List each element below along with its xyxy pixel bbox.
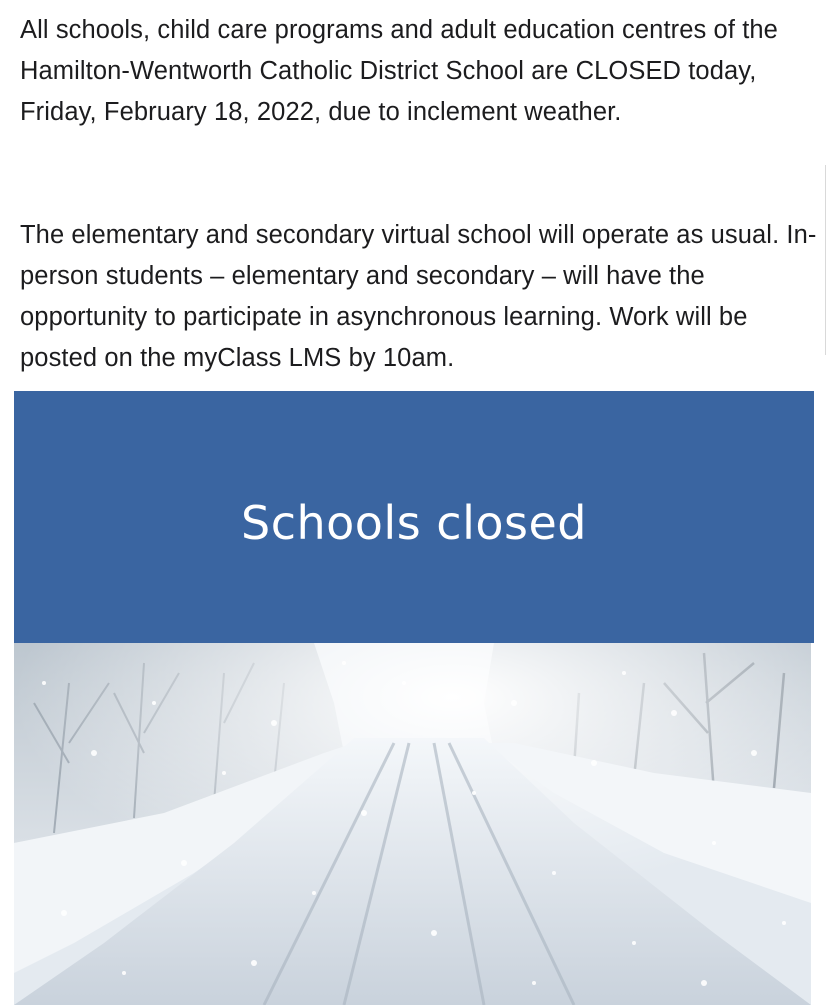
banner-title: Schools closed [241, 496, 587, 550]
snowy-road-image [14, 643, 811, 1005]
schools-closed-banner [14, 391, 814, 643]
announcement-paragraph-closure: All schools, child care programs and adult education centres of the Hamilton-Wentworth Catholic District School are CLOSED today, Friday, February 18, 2022, due to inclement weather. [20, 16, 778, 126]
announcement-paragraph-virtual-school: The elementary and secondary virtual school will operate as usual. In-person students – elementary and secondary – will have the opportunity to participate in asynchronous learning. Work will be posted on the myClass LMS by 10am. [20, 221, 817, 372]
right-edge-divider [825, 165, 826, 355]
snowy-road-illustration [14, 643, 811, 1005]
